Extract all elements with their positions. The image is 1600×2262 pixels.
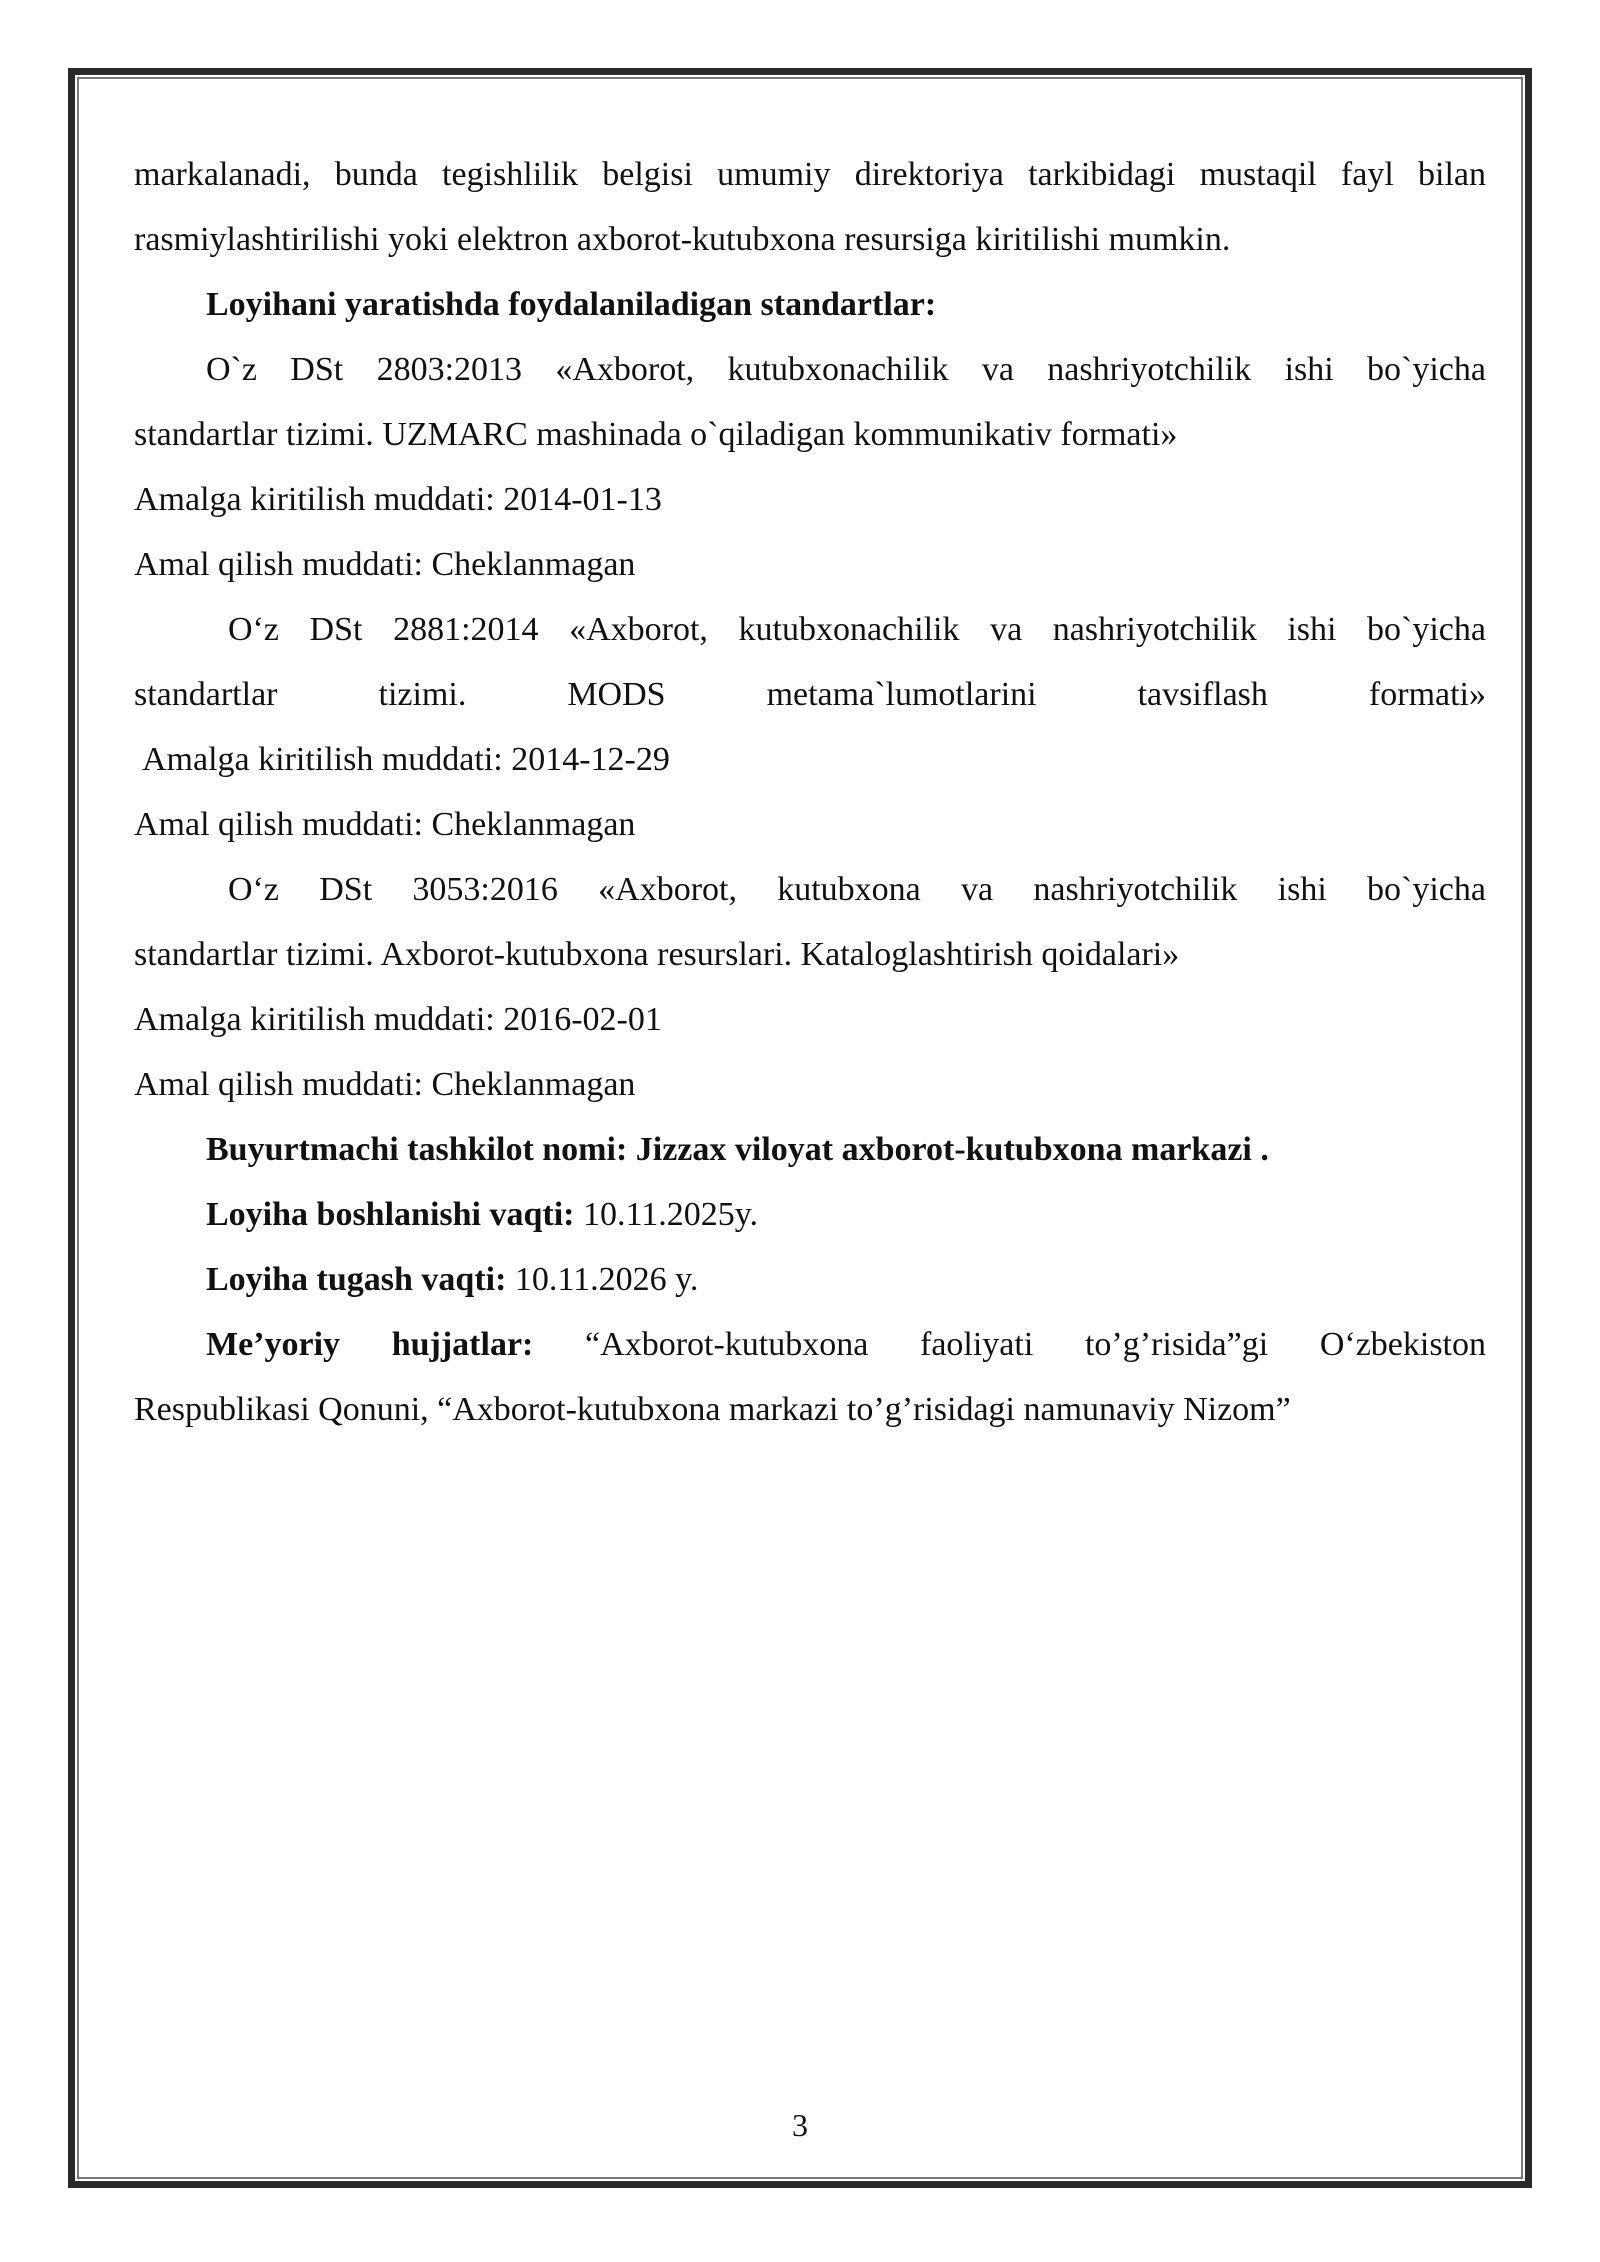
standard-2-effective-date: Amalga kiritilish muddati: 2014-12-29 xyxy=(142,741,670,778)
standard-3-validity: Amal qilish muddati: Cheklanmagan xyxy=(134,1066,636,1103)
standard-1-validity: Amal qilish muddati: Cheklanmagan xyxy=(134,546,636,583)
project-start-label: Loyiha boshlanishi vaqti: xyxy=(206,1196,575,1233)
document-body xyxy=(134,142,1486,1442)
standard-1-title-line-2: standartlar tizimi. UZMARC mashinada o`qiladigan kommunikativ formati» xyxy=(134,416,1178,453)
page-number: 3 xyxy=(792,2107,808,2143)
project-end-label: Loyiha tugash vaqti: xyxy=(206,1261,507,1298)
standard-3-title-line-1: O‘z DSt 3053:2016 «Axborot, kutubxona va nashriyotchilik ishi bo`yicha xyxy=(228,871,1486,908)
standard-2-title-line-1: O‘z DSt 2881:2014 «Axborot, kutubxonachilik va nashriyotchilik ishi bo`yicha xyxy=(228,611,1486,648)
normative-documents-line-1 xyxy=(134,1312,1486,1377)
customer-organization: Buyurtmachi tashkilot nomi: Jizzax viloyat axborot-kutubxona markazi . xyxy=(206,1131,1269,1168)
project-end-value: 10.11.2026 y. xyxy=(506,1261,699,1298)
standards-heading: Loyihani yaratishda foydalaniladigan standartlar: xyxy=(206,286,937,323)
intro-line-2: rasmiylashtirilishi yoki elektron axborot-kutubxona resursiga kiritilishi mumkin. xyxy=(134,221,1231,258)
project-start xyxy=(134,1182,1486,1247)
standard-2-title-line-2: standartlar tizimi. MODS metama`lumotlarini tavsiflash formati» xyxy=(134,676,1486,713)
normative-documents-label: Me’yoriy hujjatlar: xyxy=(206,1326,534,1363)
standard-1-title-line-1: O`z DSt 2803:2013 «Axborot, kutubxonachilik va nashriyotchilik ishi bo`yicha xyxy=(206,351,1486,388)
standard-3-title-line-2: standartlar tizimi. Axborot-kutubxona resurslari. Kataloglashtirish qoidalari» xyxy=(134,936,1180,973)
standard-1-effective-date: Amalga kiritilish muddati: 2014-01-13 xyxy=(134,481,662,518)
normative-documents-line-2: Respublikasi Qonuni, “Axborot-kutubxona markazi to’g’risidagi namunaviy Nizom” xyxy=(134,1391,1291,1428)
project-end xyxy=(134,1247,1486,1312)
project-start-value: 10.11.2025y. xyxy=(574,1196,759,1233)
intro-line-1: markalanadi, bunda tegishlilik belgisi umumiy direktoriya tarkibidagi mustaqil fayl bilan xyxy=(134,156,1486,193)
normative-documents-value-1: “Axborot-kutubxona faoliyati to’g’risida”gi O‘zbekiston xyxy=(533,1326,1486,1363)
standard-3-effective-date: Amalga kiritilish muddati: 2016-02-01 xyxy=(134,1001,662,1038)
standard-2-validity: Amal qilish muddati: Cheklanmagan xyxy=(134,806,636,843)
